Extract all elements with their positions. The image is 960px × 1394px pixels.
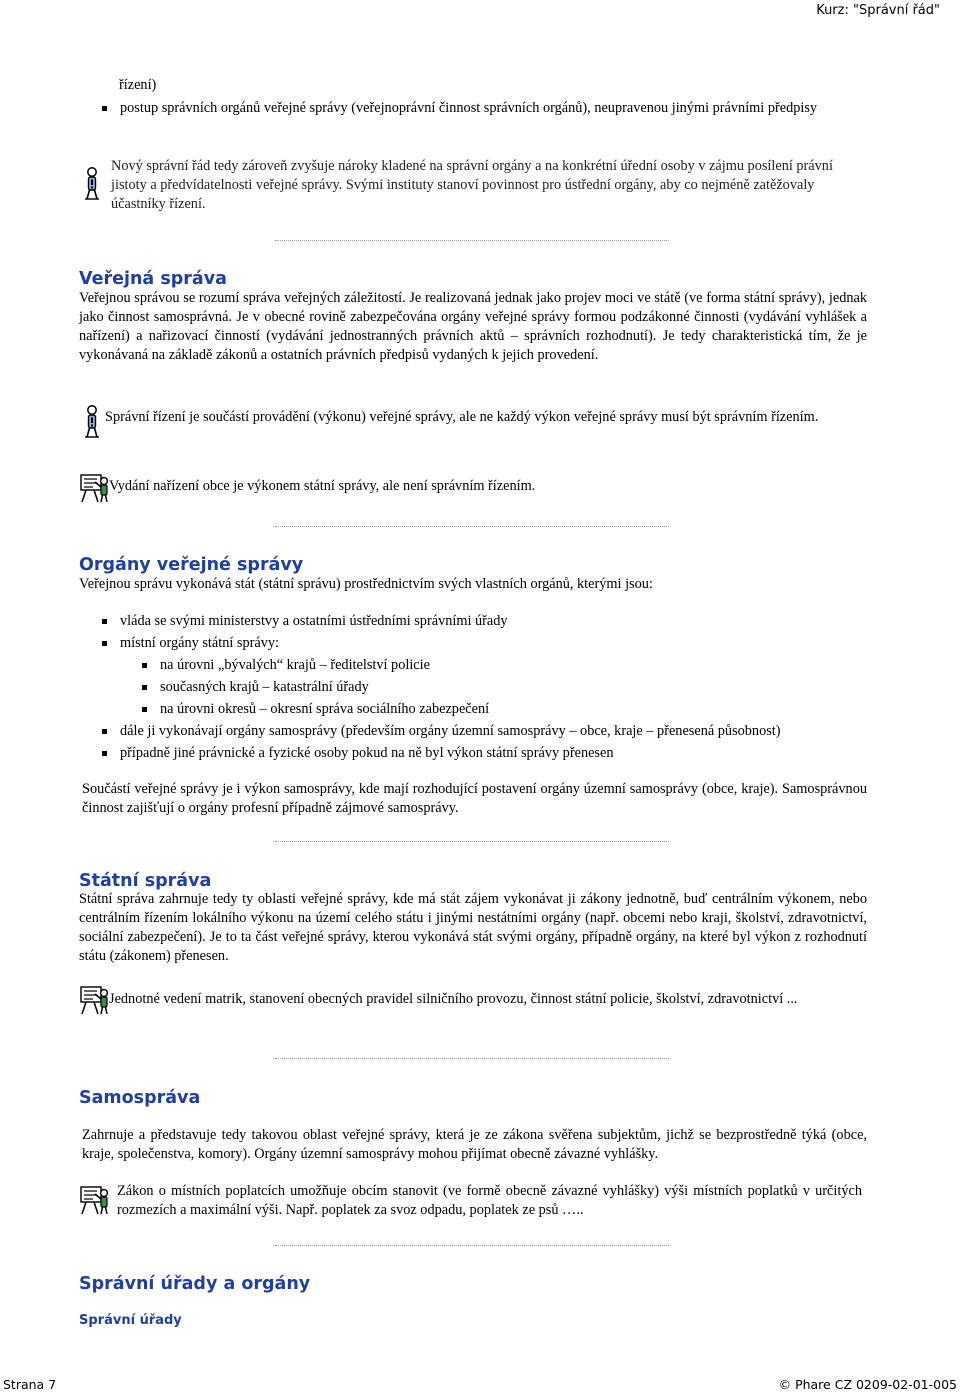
section-separator <box>275 526 669 527</box>
organy-sublist <box>140 656 867 722</box>
heading-samosprava: Samospráva <box>79 1088 201 1108</box>
running-header: Kurz: "Správní řád" <box>816 3 940 18</box>
list-item: na úrovni okresů – okresní správa sociálního zabezpečení <box>140 700 867 719</box>
intro-note: Nový správní řád tedy zároveň zvyšuje nároky kladené na správní orgány a na konkrétní úřední osoby v zájmu posílení právní jistoty a předvídatelnosti veřejné správy. Svými instituty stanoví povinnost pro ústřední orgány, aby co nejméně zatěžovaly účastníky řízení. <box>111 158 833 212</box>
organy-closing: Součástí veřejné správy je i výkon samosprávy, kde mají rozhodující postavení orgány územní samosprávy (obce, kraje). Samosprávnou činnost zajišťují o orgány profesní případně zájmové samosprávy. <box>82 781 867 816</box>
samosprava-example: Zákon o místních poplatcích umožňuje obcím stanovit (ve formě obecně závazné vyhlášky) výši místních poplatků v určitých rozmezích a maximální výši. Např. poplatek za svoz odpadu, poplatek ze psů ….. <box>117 1183 862 1218</box>
list-item: případně jiné právnické a fyzické osoby pokud na ně byl výkon státní správy přenesen <box>100 744 867 763</box>
list-item: na úrovni „bývalých“ krajů – ředitelství policie <box>140 656 867 675</box>
samosprava-body: Zahrnuje a představuje tedy takovou oblast veřejné správy, která je ze zákona svěřena subjektům, jichž se bezprostředně týká (obce, kraje, společenstva, komory). Orgány územní samosprávy mohou přijímat obecně závazné vyhlášky. <box>82 1127 867 1162</box>
statni-sprava-body: Státní správa zahrnuje tedy ty oblasti veřejné správy, kde má stát zájem vykonávat ji zákony jednotně, buď centrálním výkonem, nebo centrálním řízením lokálního výkonu na území celého státu i jinými nestátními orgány (např. obcemi nebo kraji, školství, zdravotnictví, sociální zabezpečení). Je to ta část veřejné správy, kterou vykonává stát svými orgány, případně orgány, na které byl výkon z rozhodnutí státu (zákonem) přenesen. <box>79 891 867 964</box>
verejna-sprava-lead: Veřejnou správou se rozumí správa veřejných záležitostí. <box>79 290 406 306</box>
figure-presenter-icon <box>80 472 110 504</box>
figure-exclamation-icon <box>80 166 104 202</box>
list-item: místní orgány státní správy: <box>100 634 867 653</box>
document-code: © Phare CZ 0209-02-01-005 <box>778 1377 957 1392</box>
heading-verejna-sprava: Veřejná správa <box>79 269 227 289</box>
verejna-sprava-text: Je realizovaná jednak jako projev moci ve státě (ve forma státní správy), jednak jako činnost samosprávná. Je v obecné rovině zabezpečována orgány veřejné správy formou podzákonné činnosti (vydávání vyhlášek a nařízení) a nařizovací činností (vydávání jednostranných právních aktů – správních rozhodnutí). Je tedy charakteristická tím, že je vykonávaná na základě zákonů a ostatních právních předpisů vydaných k jejich provedení. <box>79 290 867 363</box>
heading-urady: Správní úřady a orgány <box>79 1274 311 1294</box>
list-item: současných krajů – katastrální úřady <box>140 678 867 697</box>
verejna-sprava-example: Vydání nařízení obce je výkonem státní správy, ale není správním řízením. <box>109 478 536 494</box>
list-item: dále ji vykonávají orgány samosprávy (především orgány územní samosprávy – obce, kraje – přenesená působnost) <box>100 722 867 741</box>
section-separator <box>275 1058 669 1059</box>
section-separator <box>275 841 669 842</box>
list-item: postup správních orgánů veřejné správy (veřejnoprávní činnost správních orgánů), neupravenou jinými právními předpisy <box>100 99 867 118</box>
figure-presenter-icon <box>80 1184 110 1216</box>
section-separator <box>275 1245 669 1246</box>
intro-bullet-list <box>100 99 867 121</box>
organy-list-2 <box>100 722 867 766</box>
page-number: Strana 7 <box>3 1377 57 1392</box>
subheading-spravni-urady: Správní úřady <box>79 1313 182 1328</box>
organy-lead: Veřejnou správu vykonává stát (státní správu) prostřednictvím svých vlastních orgánů, kterými jsou: <box>79 576 653 592</box>
statni-sprava-example: Jednotné vedení matrik, stanovení obecných pravidel silničního provozu, činnost státní policie, školství, zdravotnictví ... <box>109 991 798 1007</box>
heading-organy: Orgány veřejné správy <box>79 555 304 575</box>
heading-statni-sprava: Státní správa <box>79 871 212 891</box>
section-separator <box>275 240 669 241</box>
list-item: vláda se svými ministerstvy a ostatními ústředními správními úřady <box>100 612 867 631</box>
verejna-sprava-note: Správní řízení je součástí provádění (výkonu) veřejné správy, ale ne každý výkon veřejné správy musí být správním řízením. <box>105 409 819 425</box>
intro-top-line: řízení) <box>119 77 157 93</box>
verejna-sprava-body <box>79 289 867 365</box>
organy-list <box>100 612 867 656</box>
